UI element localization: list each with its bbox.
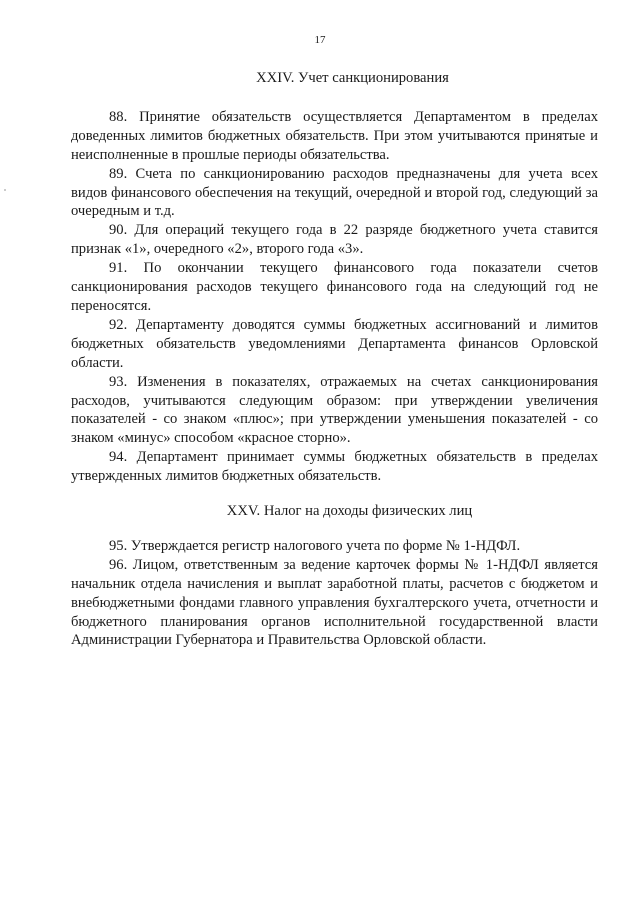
paragraph-89: 89. Счета по санкционированию расходов предназначены для учета всех видов финансового обеспечения на текущий, очередной и второй год, следующий за очередным и т.д. [71, 165, 598, 220]
page-content [71, 69, 598, 650]
page-number: 17 [314, 34, 326, 46]
scan-speck [4, 189, 6, 191]
paragraph-88: 88. Принятие обязательств осуществляется Департаментом в пределах доведенных лимитов бюджетных обязательств. При этом учитываются принятые и неисполненные в прошлые периоды обязательства. [71, 108, 598, 163]
paragraph-90: 90. Для операций текущего года в 22 разряде бюджетного учета ставится признак «1», очередного «2», второго года «3». [71, 222, 598, 258]
paragraph-91: 91. По окончании текущего финансового года показатели счетов санкционирования расходов текущего финансового года на следующий год не переносятся. [71, 260, 598, 314]
paragraph-93: 93. Изменения в показателях, отражаемых на счетах санкционирования расходов, учитываются следующим образом: при утверждении увеличения показателей - со знаком «плюс»; при утверждении уменьшения показателей - со знаком «минус» способом «красное сторно». [71, 373, 598, 447]
paragraph-94: 94. Департамент принимает суммы бюджетных обязательств в пределах утвержденных лимитов бюджетных обязательств. [71, 449, 598, 485]
paragraph-95: 95. Утверждается регистр налогового учета по форме № 1-НДФЛ. [109, 537, 521, 554]
paragraph-92: 92. Департаменту доводятся суммы бюджетных ассигнований и лимитов бюджетных обязательств уведомлениями Департамента финансов Орловской области. [71, 316, 598, 371]
section-heading-25: XXV. Налог на доходы физических лиц [226, 503, 473, 520]
paragraph-96: 96. Лицом, ответственным за ведение карточек формы № 1-НДФЛ является начальник отдела начисления и выплат заработной платы, расчетов с бюджетом и внебюджетными фондами главного управления бухгалтерского учета, отчетности и бюджетного планирования органов исполнительной государственной власти Администрации Губернатора и Правительства Орловской области. [71, 556, 598, 649]
section-heading-24: XXIV. Учет санкционирования [256, 70, 449, 86]
